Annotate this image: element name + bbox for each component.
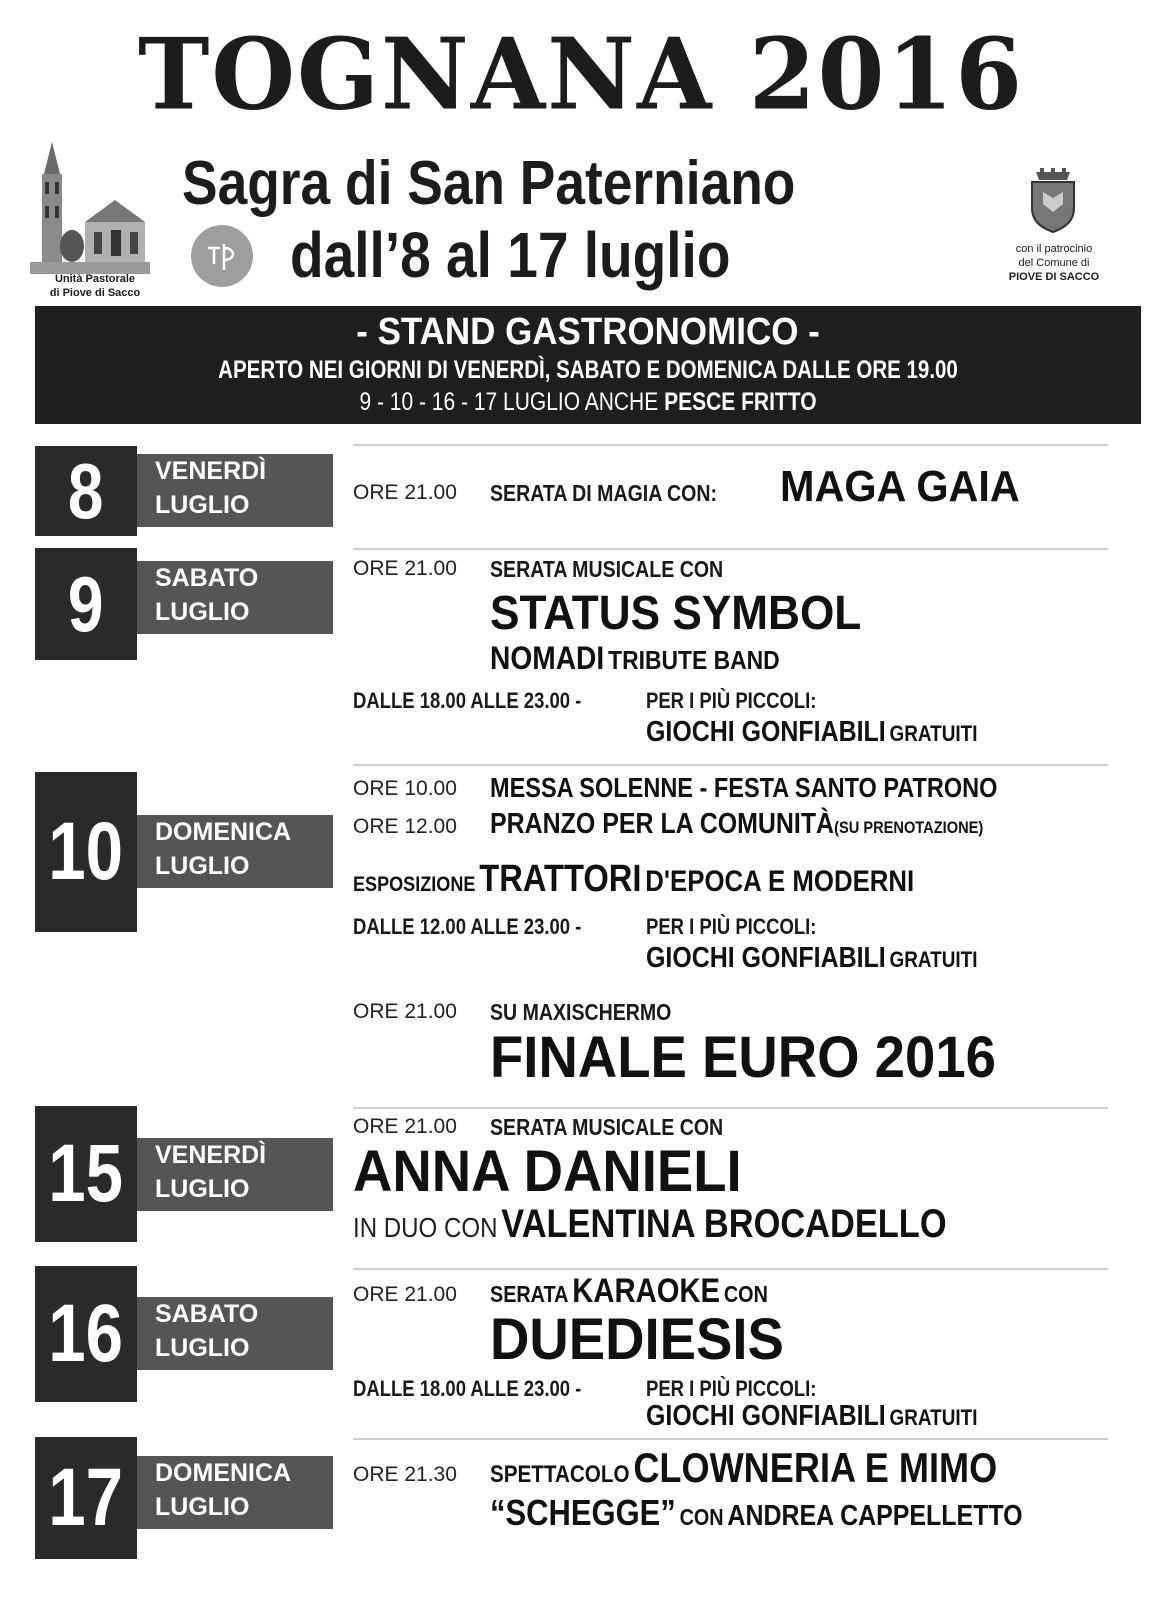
kids-time: DALLE 18.00 ALLE 23.00 - — [353, 688, 582, 713]
coat-of-arms — [1028, 168, 1078, 234]
event-description: SERATA KARAOKE CON — [490, 1272, 768, 1310]
event-description: MESSA SOLENNE - FESTA SANTO PATRONO — [490, 772, 998, 803]
event-description: PRANZO PER LA COMUNITÀ(SU PRENOTAZIONE) — [490, 808, 984, 840]
event-performer: ANNA DANIELI — [353, 1139, 742, 1204]
day-number: 10 — [35, 772, 137, 932]
event-performer-subtitle: NOMADI TRIBUTE BAND — [490, 640, 780, 676]
day-number: 16 — [35, 1266, 137, 1402]
event-duo: IN DUO CON VALENTINA BROCADELLO — [353, 1202, 947, 1246]
event-description: SERATA DI MAGIA CON: — [490, 480, 717, 506]
kids-label: PER I PIÙ PICCOLI: — [646, 914, 817, 939]
separator — [353, 1438, 1108, 1440]
event-show: “SCHEGGE” CON ANDREA CAPPELLETTO — [490, 1492, 1023, 1533]
event-performer: STATUS SYMBOL — [490, 587, 862, 640]
event-performer: MAGA GAIA — [780, 462, 1020, 511]
stand-title: - STAND GASTRONOMICO - — [356, 311, 820, 353]
event-time: ORE 21.00 — [353, 481, 457, 504]
event-time: ORE 21.30 — [353, 1463, 457, 1486]
day-number: 15 — [35, 1106, 137, 1242]
separator — [353, 444, 1108, 446]
day-label: SABATO LUGLIO — [137, 561, 333, 634]
right-caption: con il patrocinio del Comune di PIOVE DI SACCO — [1008, 243, 1100, 283]
event-time: ORE 12.00 — [353, 815, 457, 838]
event-time: ORE 21.00 — [353, 557, 457, 580]
event-time: ORE 21.00 — [353, 1283, 457, 1306]
poster-title: TOGNANA 2016 — [137, 16, 1025, 133]
stand-fish-days: 9 - 10 - 16 - 17 LUGLIO ANCHE PESCE FRITTO — [359, 388, 817, 416]
kids-label: PER I PIÙ PICCOLI: — [646, 1376, 817, 1401]
day-label: DOMENICA LUGLIO — [137, 815, 333, 888]
event-time: ORE 21.00 — [353, 1000, 457, 1023]
left-caption: Unità Pastorale di Piove di Sacco — [49, 273, 141, 299]
separator — [353, 548, 1108, 550]
event-time: ORE 10.00 — [353, 777, 457, 800]
stand-opening-hours: APERTO NEI GIORNI DI VENERDÌ, SABATO E DOMENICA DALLE ORE 19.00 — [218, 356, 958, 384]
event-description: SPETTACOLO CLOWNERIA E MIMO — [490, 1444, 998, 1491]
event-description: SERATA MUSICALE CON — [490, 1114, 724, 1140]
date-range: dall’8 al 17 luglio — [290, 219, 731, 291]
separator — [353, 1107, 1108, 1109]
up-logo-icon — [190, 224, 254, 288]
church-icon — [30, 134, 150, 274]
day-label: VENERDÌ LUGLIO — [137, 1138, 333, 1211]
event-description: SU MAXISCHERMO — [490, 999, 672, 1025]
subtitle: Sagra di San Paterniano — [182, 149, 796, 218]
day-label: VENERDÌ LUGLIO — [137, 454, 333, 527]
kids-games: GIOCHI GONFIABILI GRATUITI — [646, 942, 978, 974]
day-label: SABATO LUGLIO — [137, 1297, 333, 1370]
kids-time: DALLE 12.00 ALLE 23.00 - — [353, 914, 582, 939]
coat-of-arms-icon — [1028, 168, 1078, 234]
separator — [353, 1268, 1108, 1270]
day-number: 17 — [35, 1437, 137, 1559]
kids-games: GIOCHI GONFIABILI GRATUITI — [646, 1400, 978, 1432]
church-illustration — [30, 134, 150, 274]
event-highlight: FINALE EURO 2016 — [490, 1025, 996, 1090]
kids-time: DALLE 18.00 ALLE 23.00 - — [353, 1376, 582, 1401]
exhibition: ESPOSIZIONE TRATTORI D'EPOCA E MODERNI — [353, 858, 915, 900]
event-time: ORE 21.00 — [353, 1115, 457, 1138]
event-description: SERATA MUSICALE CON — [490, 556, 724, 582]
kids-games: GIOCHI GONFIABILI GRATUITI — [646, 716, 978, 748]
event-performer: DUEDIESIS — [490, 1307, 784, 1372]
separator — [353, 764, 1108, 766]
stand-gastronomico-banner — [35, 306, 1141, 424]
day-number: 8 — [35, 446, 137, 536]
day-number: 9 — [35, 548, 137, 660]
up-logo — [190, 224, 254, 288]
kids-label: PER I PIÙ PICCOLI: — [646, 688, 817, 713]
day-label: DOMENICA LUGLIO — [137, 1456, 333, 1529]
